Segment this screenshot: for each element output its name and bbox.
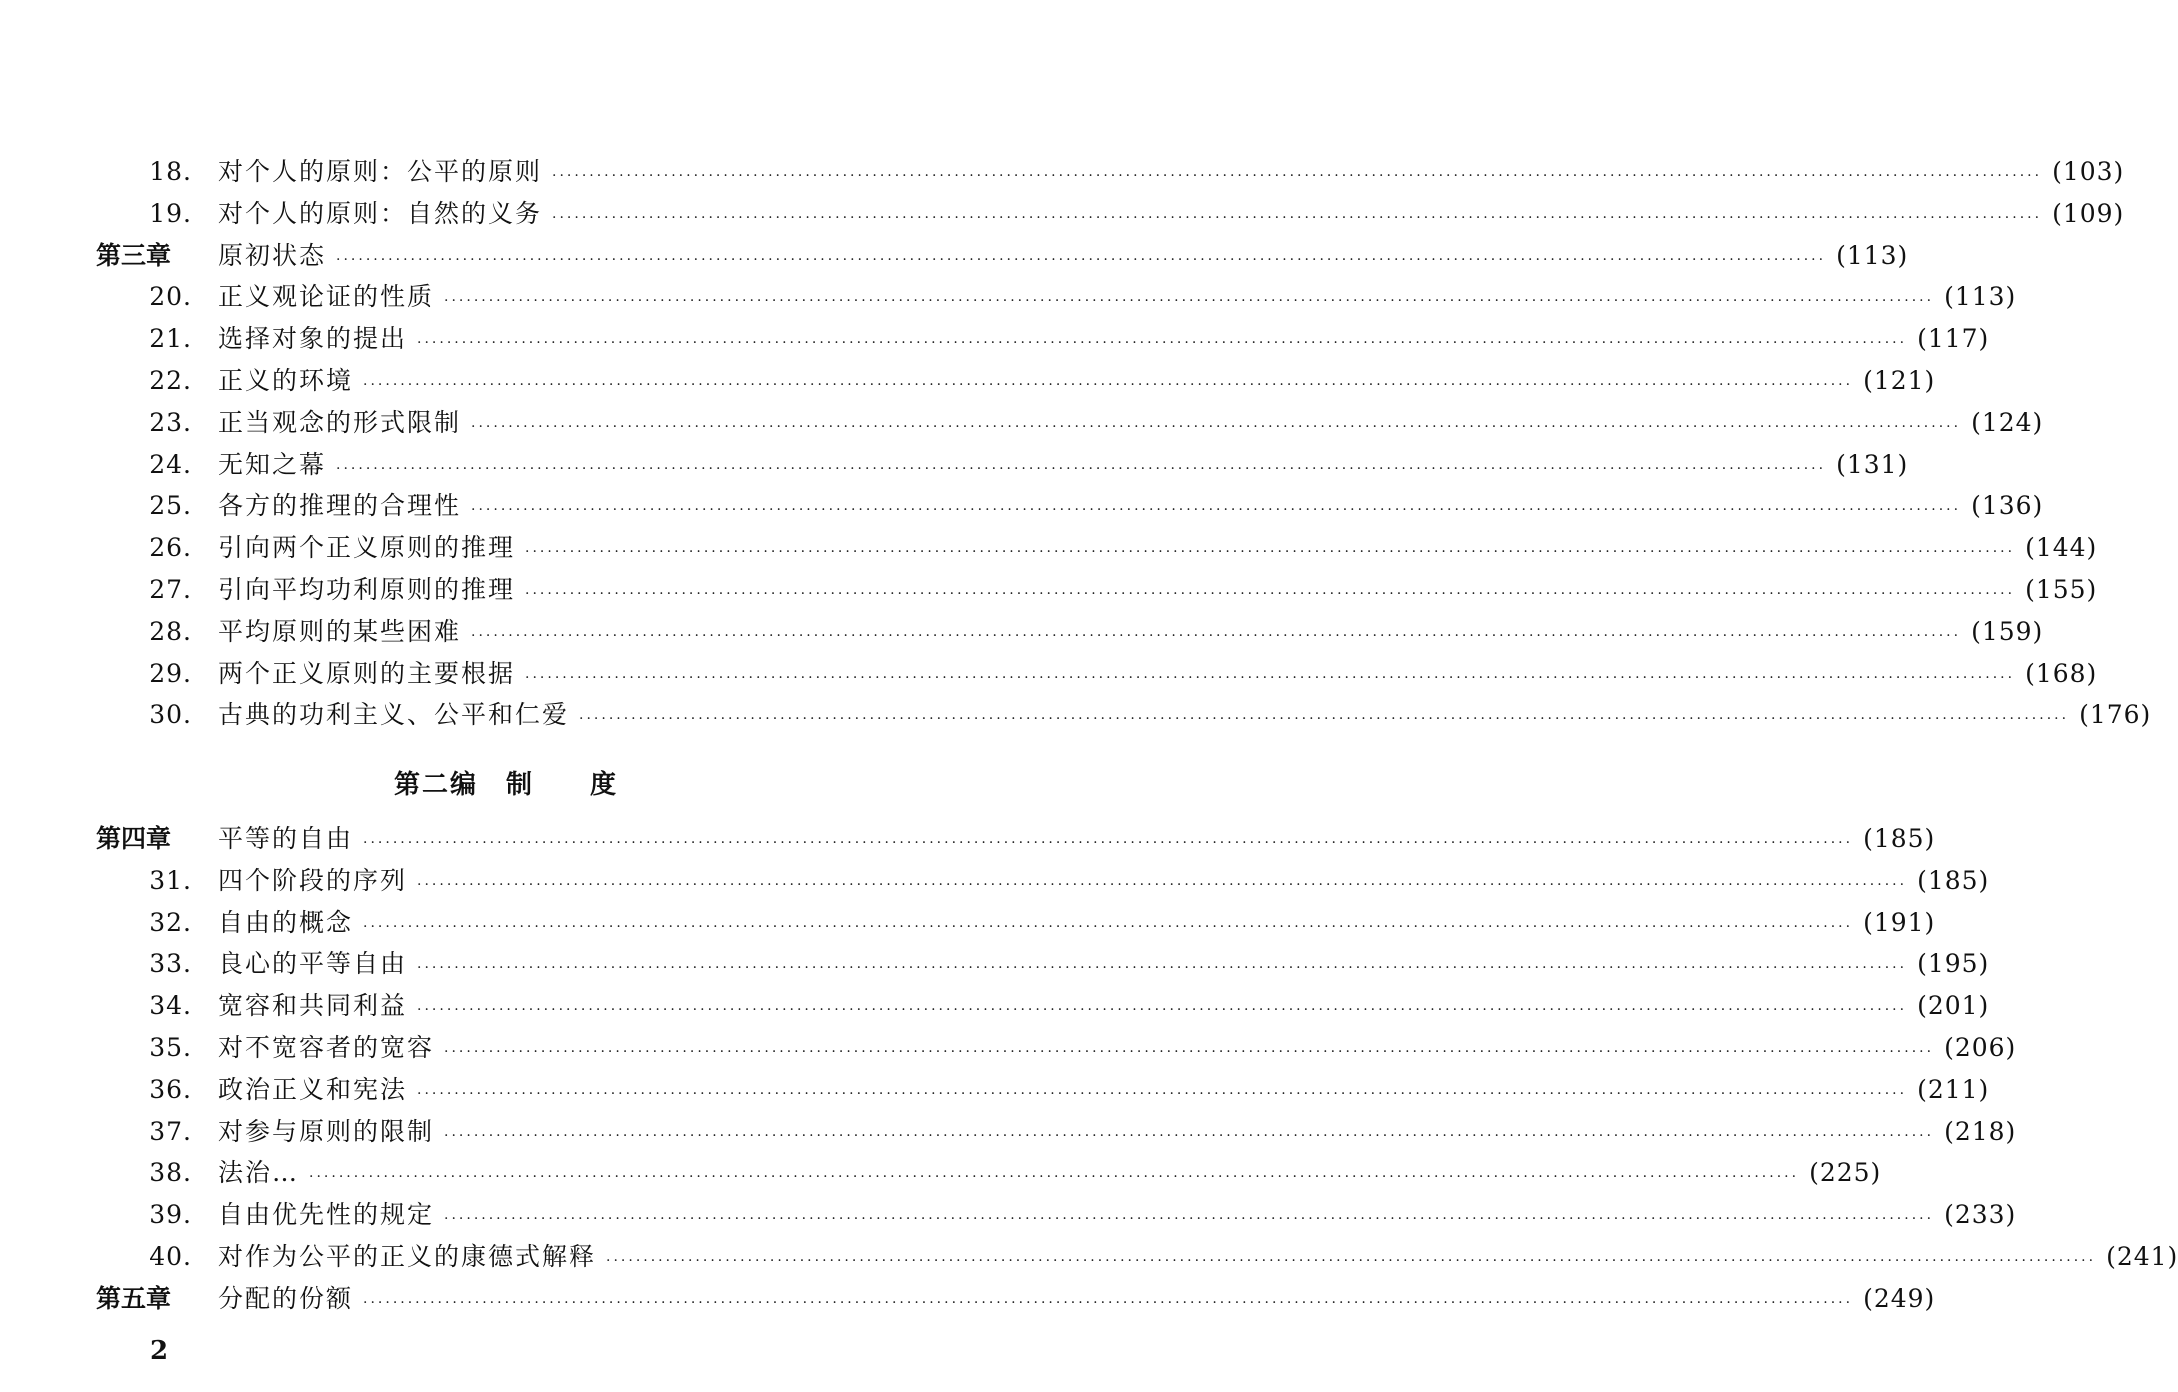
- dot-leader: ········································································································································································································: [444, 1211, 1935, 1228]
- toc-title-wrap: [218, 861, 1990, 905]
- section-number: 19.: [149, 198, 192, 228]
- section-number: 27.: [149, 575, 192, 604]
- toc-title-wrap: [218, 570, 2098, 614]
- toc-entry-row: [96, 1195, 2017, 1235]
- toc-title-wrap: [218, 944, 1990, 988]
- toc-title: 对参与原则的限制: [218, 1116, 435, 1146]
- toc-entry-row: [96, 903, 1936, 943]
- toc-chapter-row: [96, 1279, 1936, 1319]
- toc-page-ref: (211): [1917, 1074, 1990, 1104]
- toc-title: 对个人的原则：自然的义务: [218, 198, 543, 228]
- toc-entry-row: [96, 486, 2044, 526]
- dot-leader: ········································································································································································································: [417, 960, 1908, 977]
- toc-title-wrap: [218, 1153, 1882, 1197]
- toc-entry-row: [96, 194, 2125, 234]
- toc-title: 宽容和共同利益: [218, 991, 408, 1021]
- toc-title: 正义的环境: [218, 366, 354, 395]
- toc-page-ref: (109): [2052, 198, 2125, 228]
- toc-title-wrap: [218, 277, 2017, 321]
- dot-leader: ········································································································································································································: [417, 1002, 1908, 1019]
- toc-title-wrap: [218, 1028, 2017, 1072]
- toc-page-ref: (185): [1917, 865, 1990, 895]
- toc-title: 分配的份额: [218, 1283, 354, 1313]
- toc-title: 选择对象的提出: [218, 324, 408, 354]
- dot-leader: ········································································································································································································: [363, 918, 1854, 935]
- section-number: 30.: [149, 700, 192, 730]
- toc-page-ref: (121): [1863, 366, 1936, 395]
- toc-title-wrap: [218, 236, 1909, 280]
- dot-leader: ········································································································································································································: [525, 544, 2016, 561]
- toc-entry-row: [96, 944, 1990, 984]
- part-name-first-char: 制: [505, 770, 534, 800]
- toc-chapter-row: [96, 819, 1936, 859]
- toc-title: 良心的平等自由: [218, 949, 408, 979]
- toc-title: 引向平均功利原则的推理: [218, 575, 516, 604]
- toc-page-ref: (131): [1836, 449, 1909, 479]
- toc-page-ref: (124): [1971, 407, 2044, 437]
- section-number: 35.: [149, 1033, 192, 1062]
- toc-page-ref: (218): [1944, 1116, 2017, 1146]
- toc-page-ref: (144): [2025, 533, 2098, 563]
- toc-page-ref: (249): [1863, 1283, 1936, 1313]
- dot-leader: ········································································································································································································: [444, 1127, 1935, 1144]
- toc-entry-row: [96, 403, 2044, 443]
- toc-page-ref: (185): [1863, 824, 1936, 853]
- toc-title: 正当观念的形式限制: [218, 407, 462, 437]
- dot-leader: ········································································································································································································: [471, 418, 1962, 435]
- toc-page-ref: (103): [2052, 157, 2125, 186]
- toc-title-wrap: [218, 819, 1936, 863]
- toc-title-wrap: [218, 1070, 1990, 1114]
- toc-title: 对作为公平的正义的康德式解释: [218, 1242, 597, 1271]
- toc-title-wrap: [218, 528, 2098, 572]
- toc-entry-row: [96, 570, 2098, 610]
- section-number: 26.: [149, 533, 192, 563]
- toc-title-wrap: [218, 1237, 2178, 1281]
- section-number: 21.: [149, 324, 192, 354]
- toc-title: 各方的推理的合理性: [218, 491, 462, 521]
- toc-title: 引向两个正义原则的推理: [218, 533, 516, 563]
- dot-leader: ········································································································································································································: [363, 835, 1854, 851]
- toc-entry-row: [96, 986, 1990, 1026]
- dot-leader: ········································································································································································································: [552, 209, 2043, 226]
- toc-page-ref: (195): [1917, 949, 1990, 979]
- dot-leader: ········································································································································································································: [309, 1169, 1800, 1186]
- section-number: 37.: [149, 1116, 192, 1146]
- dot-leader: ········································································································································································································: [525, 586, 2016, 602]
- toc-title: 无知之幕: [218, 449, 327, 479]
- chapter-label: 第四章: [96, 824, 172, 853]
- part-label: 第二编: [393, 770, 478, 800]
- toc-entry-row: [96, 612, 2044, 652]
- section-number: 32.: [149, 907, 192, 937]
- toc-page-ref: (117): [1917, 324, 1990, 354]
- toc-title-wrap: [218, 403, 2044, 447]
- toc-title: 两个正义原则的主要根据: [218, 658, 516, 688]
- toc-title-wrap: [218, 1195, 2017, 1239]
- toc-title-wrap: [218, 194, 2125, 238]
- toc-page-ref: (155): [2025, 575, 2098, 604]
- toc-title: 平等的自由: [218, 824, 354, 853]
- toc-title: 正义观论证的性质: [218, 282, 435, 312]
- toc-page-ref: (206): [1944, 1033, 2017, 1062]
- toc-entry-row: [96, 528, 2098, 568]
- section-number: 36.: [149, 1074, 192, 1104]
- section-number: 39.: [149, 1200, 192, 1230]
- toc-title-wrap: [218, 319, 1990, 363]
- toc-page-ref: (201): [1917, 991, 1990, 1021]
- section-number: 20.: [149, 282, 192, 312]
- toc-title-wrap: [218, 654, 2098, 698]
- toc-title: 自由优先性的规定: [218, 1200, 435, 1230]
- toc-title: 对不宽容者的宽容: [218, 1033, 435, 1062]
- toc-title-wrap: [218, 1112, 2017, 1156]
- toc-page-ref: (136): [1971, 491, 2044, 521]
- toc-chapter-row: [96, 236, 1909, 276]
- toc-page-ref: (113): [1944, 282, 2017, 312]
- section-number: 38.: [149, 1158, 192, 1188]
- toc-entry-row: [96, 1153, 1882, 1193]
- toc-page-ref: (176): [2079, 700, 2152, 730]
- part-name-second-char: 度: [590, 770, 619, 800]
- section-number: 34.: [149, 991, 192, 1021]
- chapter-label: 第五章: [96, 1283, 172, 1313]
- section-number: 18.: [149, 157, 192, 186]
- toc-page-ref: (113): [1836, 240, 1909, 270]
- toc-page-ref: (191): [1863, 907, 1936, 937]
- dot-leader: ········································································································································································································: [552, 168, 2043, 184]
- toc-title: 原初状态: [218, 240, 327, 270]
- section-number: 33.: [149, 949, 192, 979]
- section-number: 22.: [149, 366, 192, 395]
- toc-page-ref: (233): [1944, 1200, 2017, 1230]
- dot-leader: ········································································································································································································: [525, 669, 2016, 686]
- toc-title: 自由的概念: [218, 907, 354, 937]
- toc-title: 对个人的原则：公平的原则: [218, 157, 543, 186]
- toc-entry-row: [96, 1070, 1990, 1110]
- toc-entry-row: [96, 861, 1990, 901]
- section-number: 31.: [149, 865, 192, 895]
- toc-title-wrap: [218, 152, 2125, 196]
- section-number: 28.: [149, 616, 192, 646]
- toc-title-wrap: [218, 445, 1909, 489]
- toc-title-wrap: [218, 361, 1936, 405]
- dot-leader: ········································································································································································································: [579, 711, 2070, 728]
- toc-entry-row: [96, 1237, 2178, 1277]
- toc-entry-row: [96, 152, 2125, 192]
- dot-leader: ········································································································································································································: [471, 502, 1962, 519]
- chapter-label: 第三章: [96, 240, 172, 270]
- toc-page-ref: (225): [1809, 1158, 1882, 1188]
- dot-leader: ········································································································································································································: [417, 1085, 1908, 1102]
- toc-title-wrap: [218, 903, 1936, 947]
- toc-page-ref: (168): [2025, 658, 2098, 688]
- toc-title: 法治…: [218, 1158, 300, 1188]
- dot-leader: ········································································································································································································: [606, 1253, 2097, 1269]
- toc-entry-row: [96, 277, 2017, 317]
- section-number: 23.: [149, 407, 192, 437]
- section-number: 29.: [149, 658, 192, 688]
- toc-page-ref: (159): [1971, 616, 2044, 646]
- toc-page-ref: (241): [2106, 1242, 2178, 1271]
- toc-title-wrap: [218, 695, 2152, 739]
- toc-title: 政治正义和宪法: [218, 1074, 408, 1104]
- toc-entry-row: [96, 695, 2152, 735]
- dot-leader: ········································································································································································································: [444, 1044, 1935, 1060]
- page-number: 2: [150, 1336, 169, 1366]
- dot-leader: ········································································································································································································: [471, 627, 1962, 644]
- part-heading: [0, 764, 1012, 801]
- toc-entry-row: [96, 1028, 2017, 1068]
- dot-leader: ········································································································································································································: [444, 293, 1935, 310]
- toc-entry-row: [96, 654, 2098, 694]
- dot-leader: ········································································································································································································: [417, 335, 1908, 352]
- toc-entry-row: [96, 445, 1909, 485]
- dot-leader: ········································································································································································································: [336, 251, 1827, 268]
- toc-entry-row: [96, 1112, 2017, 1152]
- toc-title-wrap: [218, 612, 2044, 656]
- toc-title: 四个阶段的序列: [218, 865, 408, 895]
- toc-title: 平均原则的某些困难: [218, 616, 462, 646]
- toc-title-wrap: [218, 986, 1990, 1030]
- section-number: 25.: [149, 491, 192, 521]
- dot-leader: ········································································································································································································: [363, 1294, 1854, 1311]
- section-number: 40.: [149, 1242, 192, 1271]
- dot-leader: ········································································································································································································: [363, 377, 1854, 393]
- toc-title-wrap: [218, 1279, 1936, 1323]
- section-number: 24.: [149, 449, 192, 479]
- dot-leader: ········································································································································································································: [336, 460, 1827, 477]
- toc-title-wrap: [218, 486, 2044, 530]
- toc-entry-row: [96, 319, 1990, 359]
- toc-entry-row: [96, 361, 1936, 401]
- dot-leader: ········································································································································································································: [417, 876, 1908, 893]
- toc-title: 古典的功利主义、公平和仁爱: [218, 700, 570, 730]
